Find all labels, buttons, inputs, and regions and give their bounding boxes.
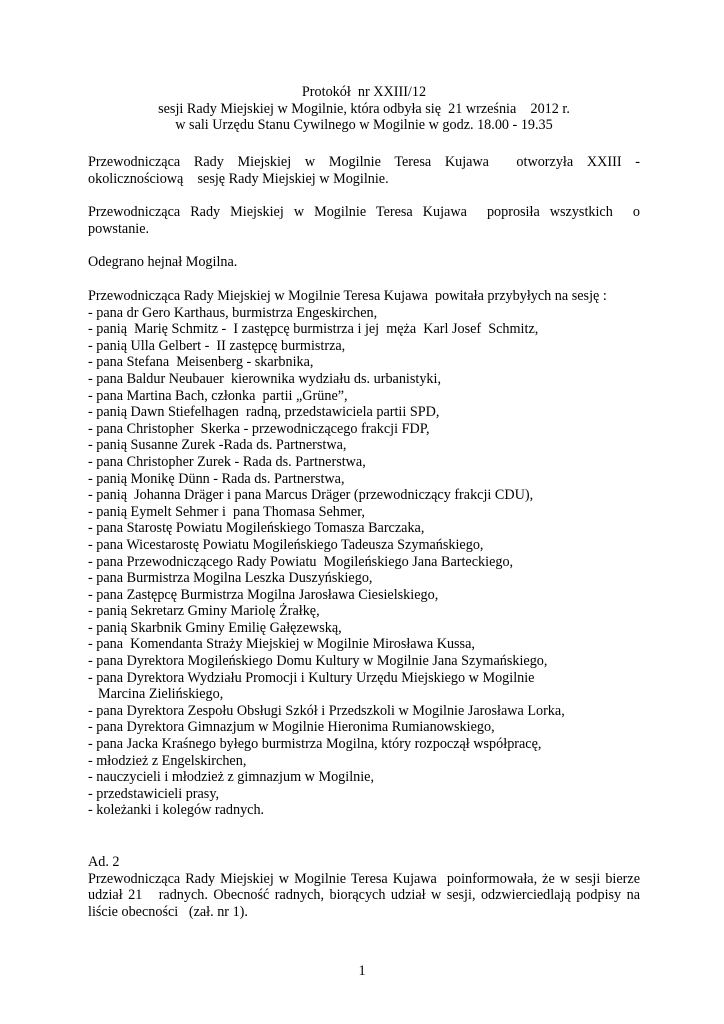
ad2-section <box>88 854 640 920</box>
list-item: - panią Marię Schmitz - I zastępcę burmistrza i jej męża Karl Josef Schmitz, <box>88 321 539 338</box>
paragraph-line: Przewodnicząca Rady Miejskiej w Mogilnie Teresa Kujawa poprosiła wszystkich o <box>88 204 640 220</box>
paragraph-line: okolicznościową sesję Rady Miejskiej w Mogilnie. <box>88 170 389 187</box>
list-item: - pana Christopher Skerka - przewodniczącego frakcji FDP, <box>88 420 430 437</box>
list-item: - koleżanki i kolegów radnych. <box>88 802 265 819</box>
list-item: - pana Stefana Meisenberg - skarbnika, <box>88 354 314 371</box>
list-item: - przedstawicieli prasy, <box>88 785 220 802</box>
list-item: - pana Starostę Powiatu Mogileńskiego Tomasza Barczaka, <box>88 520 425 537</box>
list-item: - pana Komendanta Straży Miejskiej w Mogilnie Mirosława Kussa, <box>88 636 475 653</box>
opening-paragraph <box>88 154 640 187</box>
standing-paragraph <box>88 204 640 237</box>
list-item: - pana Zastępcę Burmistrza Mogilna Jarosława Ciesielskiego, <box>88 586 439 603</box>
list-item: - pana dr Gero Karthaus, burmistrza Engeskirchen, <box>88 304 378 321</box>
list-item: - pana Dyrektora Gimnazjum w Mogilnie Hieronima Rumianowskiego, <box>88 719 495 736</box>
list-item: - panią Ulla Gelbert - II zastępcę burmistrza, <box>88 337 346 354</box>
list-item: - panią Eymelt Sehmer i pana Thomasa Sehmer, <box>88 503 365 520</box>
paragraph-line: Przewodnicząca Rady Miejskiej w Mogilnie Teresa Kujawa otworzyła XXIII - <box>88 154 640 170</box>
list-item: - pana Baldur Neubauer kierownika wydziału ds. urbanistyki, <box>88 370 442 387</box>
paragraph-line: Odegrano hejnał Mogilna. <box>88 254 238 270</box>
list-item: - pana Dyrektora Wydziału Promocji i Kultury Urzędu Miejskiego w Mogilnie <box>88 669 535 686</box>
paragraph-line: Przewodnicząca Rady Miejskiej w Mogilnie Teresa Kujawa poinformowała, że w sesji bierze <box>88 870 640 887</box>
list-item: - panią Skarbnik Gminy Emilię Gałęzewską, <box>88 619 342 636</box>
list-item: - pana Wicestarostę Powiatu Mogileńskiego Tadeusza Szymańskiego, <box>88 536 484 553</box>
protocol-title: Protokół nr XXIII/12 <box>301 84 427 100</box>
list-item: - pana Dyrektora Zespołu Obsługi Szkół i Przedszkoli w Mogilnie Jarosława Lorka, <box>88 702 565 719</box>
paragraph-line: powstanie. <box>88 220 150 237</box>
session-location-time: w sali Urzędu Stanu Cywilnego w Mogilnie w godz. 18.00 - 19.35 <box>175 117 553 134</box>
anthem-paragraph <box>88 254 640 271</box>
list-item: - panią Dawn Stiefelhagen radną, przedstawiciela partii SPD, <box>88 404 440 421</box>
list-item: - nauczycieli i młodzież z gimnazjum w Mogilnie, <box>88 769 375 786</box>
list-item: - panią Johanna Dräger i pana Marcus Dräger (przewodniczący frakcji CDU), <box>88 487 534 504</box>
list-item: - pana Dyrektora Mogileńskiego Domu Kultury w Mogilnie Jana Szymańskiego, <box>88 653 548 670</box>
paragraph-line: liście obecności (zał. nr 1). <box>88 903 248 920</box>
session-description: sesji Rady Miejskiej w Mogilnie, która odbyła się 21 września 2012 r. <box>158 100 570 117</box>
paragraph-line: udział 21 radnych. Obecność radnych, biorących udział w sesji, odzwierciedlają podpisy na <box>88 887 640 904</box>
list-item: - pana Przewodniczącego Rady Powiatu Mogileńskiego Jana Barteckiego, <box>88 553 514 570</box>
list-item: - panią Monikę Dünn - Rada ds. Partnerstwa, <box>88 470 345 487</box>
list-item: - młodzież z Engelskirchen, <box>88 752 247 769</box>
list-item: - pana Christopher Zurek - Rada ds. Partnerstwa, <box>88 453 366 470</box>
list-item: - pana Martina Bach, członka partii „Grüne”, <box>88 387 348 404</box>
page-number: 1 <box>358 963 366 979</box>
greetings-list <box>88 288 648 819</box>
greetings-intro: Przewodnicząca Rady Miejskiej w Mogilnie Teresa Kujawa powitała przybyłych na sesję : <box>88 288 607 304</box>
section-heading: Ad. 2 <box>88 854 120 870</box>
list-item: - panią Susanne Zurek -Rada ds. Partnerstwa, <box>88 437 347 454</box>
protocol-header <box>88 84 640 134</box>
list-item-continuation: Marcina Zielińskiego, <box>98 686 224 703</box>
list-item: - panią Sekretarz Gminy Mariolę Żrałkę, <box>88 603 320 620</box>
list-item: - pana Jacka Kraśnego byłego burmistrza Mogilna, który rozpoczął współpracę, <box>88 736 542 753</box>
list-item: - pana Burmistrza Mogilna Leszka Duszyńskiego, <box>88 570 373 587</box>
